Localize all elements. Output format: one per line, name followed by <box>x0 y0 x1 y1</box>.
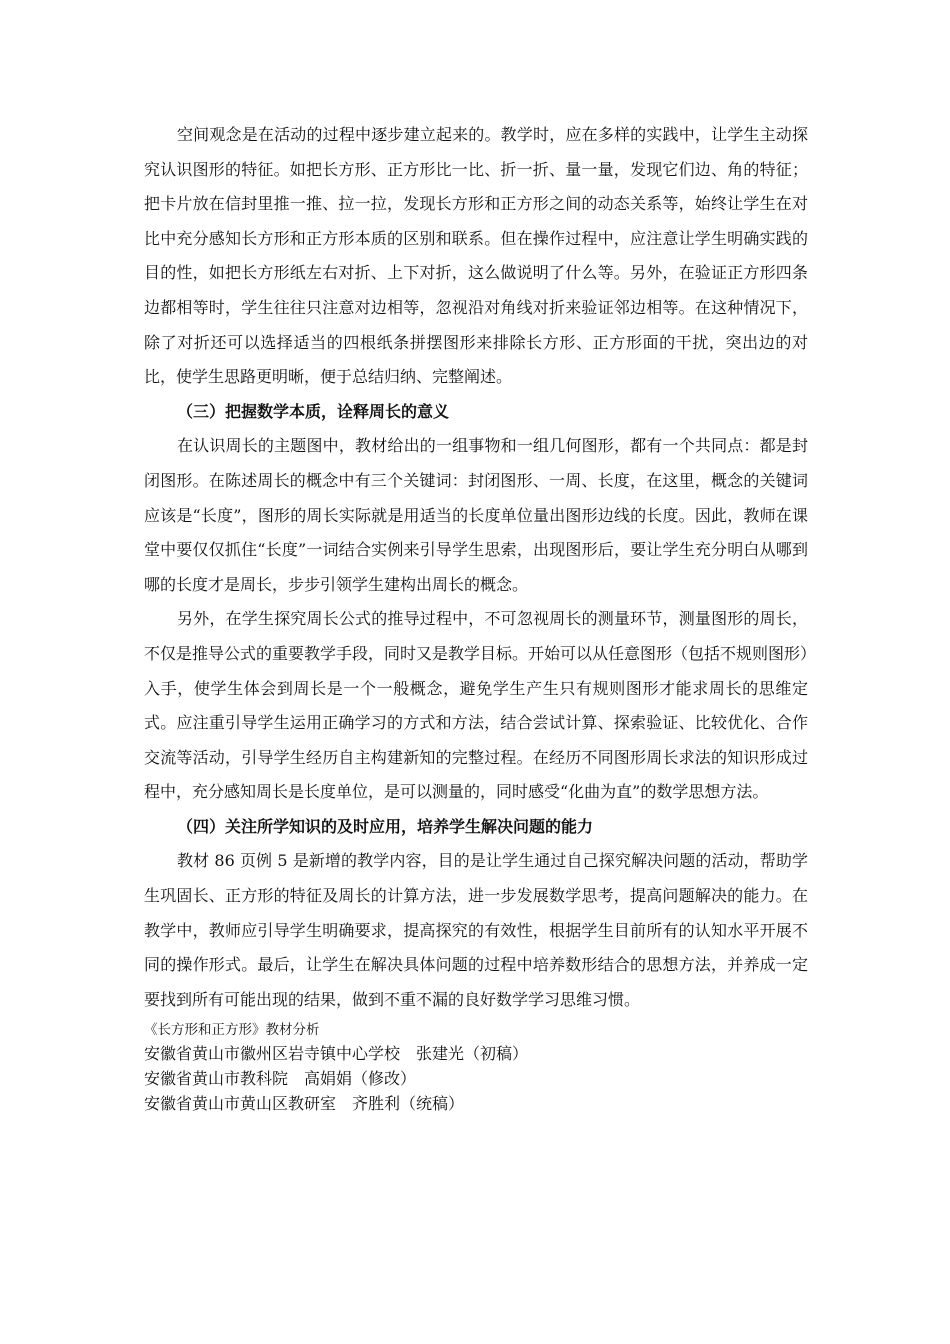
credits-title: 《长方形和正方形》教材分析 <box>144 1022 320 1039</box>
section-heading-3: （三）把握数学本质，诠释周长的意义 <box>177 401 450 421</box>
credit-line-reviser: 安徽省黄山市教科院 高娟娟（修改） <box>144 1069 417 1089</box>
credits-block <box>144 1019 808 1116</box>
paragraph-perimeter-meaning: 在认识周长的主题图中，教材给出的一组事物和一组几何图形，都有一个共同点：都是封闭图形。在陈述周长的概念中有三个关键词：封闭图形、一周、长度，在这里，概念的关键词应该是“长度”，图形的周长实际就是用适当的长度单位量出图形边线的长度。因此，教师在课堂中要仅仅抓住“长度”一词结合实例来引导学生思索，出现图形后，要让学生充分明白从哪到哪的长度才是周长，步步引领学生建构出周长的概念。 <box>144 436 808 594</box>
paragraph-application: 教材 86 页例 5 是新增的教学内容，目的是让学生通过自己探究解决问题的活动，帮助学生巩固长、正方形的特征及周长的计算方法，进一步发展数学思考，提高问题解决的能力。在教学中，教师应引导学生明确要求，提高探究的有效性，根据学生目前所有的认知水平开展不同的操作形式。最后，让学生在解决具体问题的过程中培养数形结合的思想方法，并养成一定要找到所有可能出现的结果，做到不重不漏的良好数学学习思维习惯。 <box>144 851 808 1009</box>
section-heading-4: （四）关注所学知识的及时应用，培养学生解决问题的能力 <box>177 816 594 836</box>
credit-line-author: 安徽省黄山市徽州区岩寺镇中心学校 张建光（初稿） <box>144 1044 529 1064</box>
paragraph-spatial-concept: 空间观念是在活动的过程中逐步建立起来的。教学时，应在多样的实践中，让学生主动探究认识图形的特征。如把长方形、正方形比一比、折一折、量一量，发现它们边、角的特征；把卡片放在信封里推一推、拉一拉，发现长方形和正方形之间的动态关系等，始终让学生在对比中充分感知长方形和正方形本质的区别和联系。但在操作过程中，应注意让学生明确实践的目的性，如把长方形纸左右对折、上下对折，这么做说明了什么等。另外，在验证正方形四条边都相等时，学生往往只注意对边相等，忽视沿对角线对折来验证邻边相等。在这种情况下，除了对折还可以选择适当的四根纸条拼摆图形来排除长方形、正方形面的干扰，突出边的对比，使学生思路更明晰，便于总结归纳、完整阐述。 <box>144 125 808 387</box>
paragraph-perimeter-formula: 另外，在学生探究周长公式的推导过程中，不可忽视周长的测量环节，测量图形的周长，不仅是推导公式的重要教学手段，同时又是教学目标。开始可以从任意图形（包括不规则图形）入手，使学生体会到周长是一个一般概念，避免学生产生只有规则图形才能求周长的思维定式。应注重引导学生运用正确学习的方式和方法，结合尝试计算、探索验证、比较优化、合作交流等活动，引导学生经历自主构建新知的完整过程。在经历不同图形周长求法的知识形成过程中，充分感知周长是长度单位，是可以测量的，同时感受“化曲为直”的数学思想方法。 <box>144 609 809 802</box>
credit-line-editor: 安徽省黄山市黄山区教研室 齐胜利（统稿） <box>144 1094 465 1114</box>
document-page <box>144 118 808 1116</box>
